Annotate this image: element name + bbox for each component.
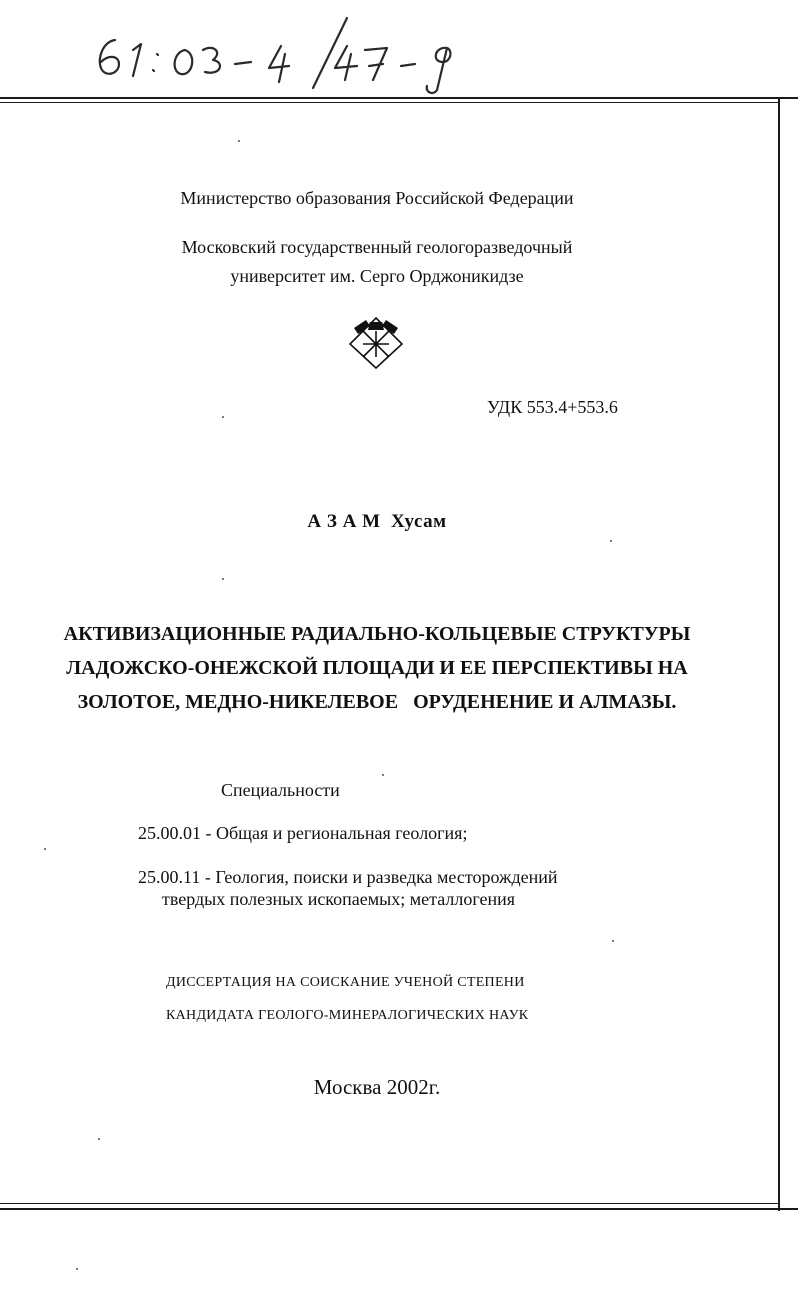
right-border-line xyxy=(778,99,780,1211)
bottom-border-line-outer xyxy=(0,1208,798,1210)
author-name: А З А М Хусам xyxy=(307,511,447,532)
scan-speck xyxy=(76,1268,78,1270)
specialty-code: 25.00.01 xyxy=(138,823,201,843)
bottom-border-line xyxy=(0,1203,780,1204)
specialty-item xyxy=(138,823,467,844)
specialty-text: - Общая и региональная геология; xyxy=(201,823,468,843)
top-border-line-inner xyxy=(0,102,780,103)
scan-speck xyxy=(612,940,614,942)
specialty-text-continuation: твердых полезных ископаемых; металлогения xyxy=(162,889,515,909)
udk-code: УДК 553.4+553.6 xyxy=(487,397,618,417)
dissertation-degree-line-1: ДИССЕРТАЦИЯ НА СОИСКАНИЕ УЧЕНОЙ СТЕПЕНИ xyxy=(166,975,525,990)
specialty-item xyxy=(138,866,558,910)
title-line-2: ЛАДОЖСКО-ОНЕЖСКОЙ ПЛОЩАДИ И ЕЕ ПЕРСПЕКТИВЫ НА xyxy=(66,657,688,679)
dissertation-degree-line-2: КАНДИДАТА ГЕОЛОГО-МИНЕРАЛОГИЧЕСКИХ НАУК xyxy=(166,1008,529,1023)
city-year: Москва 2002г. xyxy=(313,1075,441,1099)
university-name xyxy=(0,233,754,291)
top-border-line xyxy=(0,97,798,99)
university-line-2: университет им. Серго Орджоникидзе xyxy=(230,266,524,286)
specialty-text: - Геология, поиски и разведка месторождений xyxy=(200,867,558,887)
university-line-1: Московский государственный геологоразведочный xyxy=(181,237,573,257)
specialties-label: Специальности xyxy=(221,780,340,800)
dissertation-title xyxy=(0,617,754,719)
scan-speck xyxy=(382,774,384,776)
handwritten-archive-number xyxy=(85,10,505,100)
scan-speck xyxy=(222,578,224,580)
crossed-hammers-diamond-emblem-icon xyxy=(346,314,406,370)
title-line-1: АКТИВИЗАЦИОННЫЕ РАДИАЛЬНО-КОЛЬЦЕВЫЕ СТРУКТУРЫ xyxy=(63,623,691,645)
scan-speck xyxy=(98,1138,100,1140)
ministry-name: Министерство образования Российской Федерации xyxy=(180,188,574,208)
scan-speck xyxy=(610,540,612,542)
scan-speck xyxy=(238,140,240,142)
scan-speck xyxy=(222,416,224,418)
title-line-3: ЗОЛОТОЕ, МЕДНО-НИКЕЛЕВОЕ ОРУДЕНЕНИЕ И АЛМАЗЫ. xyxy=(77,691,677,713)
scan-speck xyxy=(44,848,46,850)
specialty-code: 25.00.11 xyxy=(138,867,201,887)
